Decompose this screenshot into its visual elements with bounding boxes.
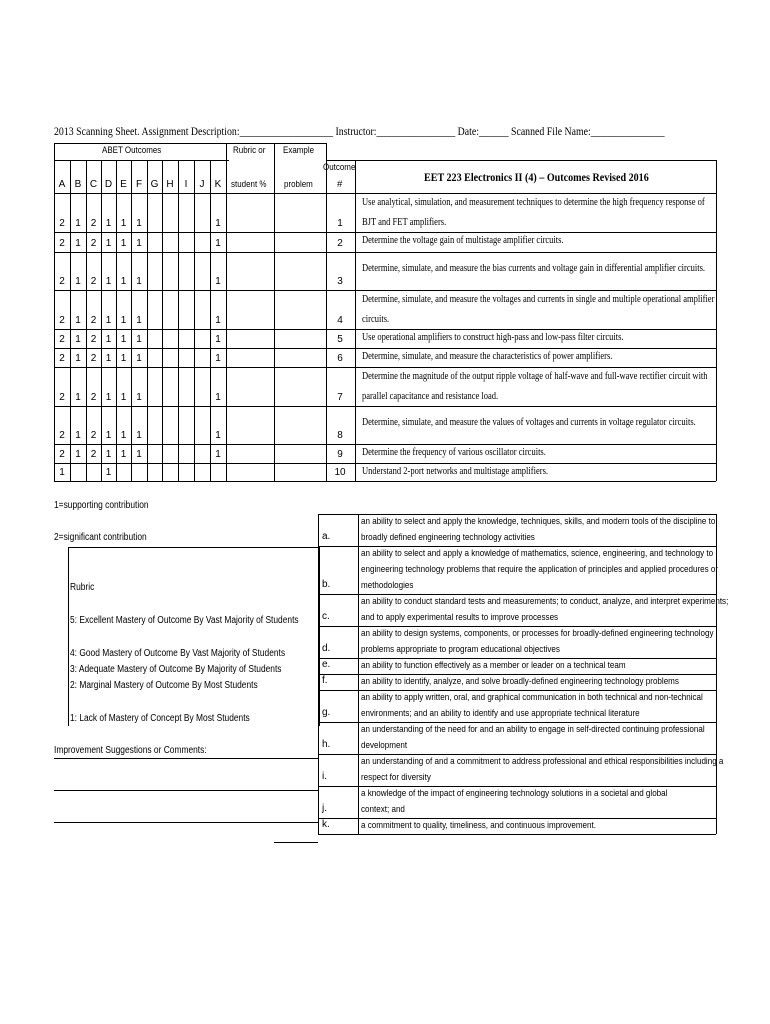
outcome-3-b-value: 1	[75, 276, 81, 287]
outcome-2-a-value: 2	[59, 238, 65, 249]
outcome-description: Use operational amplifiers to construct high-pass and low-pass filter circuits.	[362, 332, 624, 343]
outcome-4-f-value: 1	[136, 315, 142, 326]
abet-outcome-text: a commitment to quality, timeliness, and continuous improvement.	[361, 820, 597, 831]
grid-col-line	[162, 160, 163, 481]
outcome-number: 9	[337, 449, 343, 460]
outcome-4-c-value: 2	[90, 315, 97, 326]
outcome-description: Determine, simulate, and measure the characteristics of power amplifiers.	[362, 351, 613, 362]
outcome-1-f-value: 1	[136, 218, 142, 229]
comment-line-1	[54, 758, 318, 759]
outcome-1-d-value: 1	[105, 218, 112, 229]
grid-col-line	[355, 160, 356, 481]
abet-outcome-text: development	[361, 740, 408, 751]
outcome-1-b-value: 1	[75, 218, 81, 229]
outcome-1-e-value: 1	[120, 218, 127, 229]
example-label-line2: problem	[284, 179, 313, 190]
comment-line-4	[274, 842, 318, 843]
outcome-5-c-value: 2	[90, 334, 97, 345]
outcome-number: 10	[334, 467, 346, 478]
outcome-9-k-value: 1	[215, 449, 221, 460]
outcome-3-f-value: 1	[136, 276, 142, 287]
outcome-3-a-value: 2	[59, 276, 65, 287]
outcome-1-c-value: 2	[90, 218, 97, 229]
grid-col-line	[274, 143, 275, 481]
abet-outcome-text: broadly defined engineering technology activities	[361, 532, 535, 543]
abet-outcome-letter: i.	[322, 771, 327, 782]
abet-outcome-letter: d.	[322, 643, 331, 654]
outcome-number: 1	[337, 218, 343, 229]
abet-outcome-text: an ability to select and apply the knowledge, techniques, skills, and modern tools of the discipline to	[361, 516, 716, 527]
abet-outcome-text: an understanding of and a commitment to address professional and ethical responsibilities including a	[361, 756, 724, 767]
rubric-level-5: 5: Excellent Mastery of Outcome By Vast Majority of Students	[70, 615, 299, 626]
outcome-1-a-value: 2	[59, 218, 65, 229]
outcome-9-c-value: 2	[90, 449, 97, 460]
abet-outcome-text: respect for diversity	[361, 772, 431, 783]
column-header-d: D	[104, 179, 113, 190]
outcome-6-a-value: 2	[59, 353, 65, 364]
abet-outcome-letter: b.	[322, 579, 331, 590]
grid-col-line	[194, 160, 195, 481]
outcome-9-b-value: 1	[75, 449, 81, 460]
column-header-f: F	[135, 179, 143, 190]
outcome-4-b-value: 1	[75, 315, 81, 326]
rubric-level-1: 1: Lack of Mastery of Concept By Most Students	[70, 713, 250, 724]
outcome-4-a-value: 2	[59, 315, 65, 326]
outcome-5-b-value: 1	[75, 334, 81, 345]
abet-outcome-text: an understanding of the need for and an ability to engage in self-directed continuing professional	[361, 724, 705, 735]
outcome-8-b-value: 1	[75, 430, 81, 441]
abet-outcome-letter: a.	[322, 531, 331, 542]
outcome-2-k-value: 1	[215, 238, 221, 249]
rubric-level-2: 2: Marginal Mastery of Outcome By Most Students	[70, 680, 258, 691]
outcome-5-k-value: 1	[215, 334, 221, 345]
abet-outcome-text: an ability to apply written, oral, and graphical communication in both technical and non-technical	[361, 692, 703, 703]
abet-outcome-text: an ability to identify, analyze, and solve broadly-defined engineering technology problems	[361, 676, 679, 687]
abet-outcome-letter: f.	[322, 675, 328, 686]
outcome-7-f-value: 1	[136, 392, 142, 403]
outcome-7-d-value: 1	[105, 392, 112, 403]
outcome-4-k-value: 1	[215, 315, 221, 326]
outcome-5-e-value: 1	[120, 334, 127, 345]
outcome-description: Use analytical, simulation, and measurement techniques to determine the high frequency response of	[362, 196, 705, 208]
outcome-10-d-value: 1	[105, 467, 112, 478]
grid-row-line	[54, 252, 716, 253]
outcome-description: Determine the magnitude of the output ripple voltage of half-wave and full-wave rectifier circuit with	[362, 370, 708, 382]
outcome-7-e-value: 1	[120, 392, 127, 403]
outcome-1-k-value: 1	[215, 218, 221, 229]
legend-significant: 2=significant contribution	[54, 532, 147, 543]
rubric-title: Rubric	[70, 582, 95, 593]
outcome-description: BJT and FET amplifiers.	[362, 216, 447, 228]
abet-outcomes-label: ABET Outcomes	[102, 145, 162, 156]
outcome-description: Determine, simulate, and measure the values of voltages and currents in voltage regulator circuits.	[362, 417, 696, 428]
grid-col-line	[147, 160, 148, 481]
column-header-j: J	[199, 179, 205, 190]
outcome-9-e-value: 1	[120, 449, 127, 460]
abet-outcome-letter: e.	[322, 659, 331, 670]
abet-outcome-text: methodologies	[361, 580, 414, 591]
outcome-label-line2: #	[337, 179, 343, 190]
example-label-line1: Example	[283, 145, 315, 156]
abet-col-line	[716, 514, 717, 834]
outcome-description: Determine, simulate, and measure the bias currents and voltage gain in differential amplifier circuits.	[362, 263, 706, 274]
outcome-5-f-value: 1	[136, 334, 142, 345]
outcome-5-a-value: 2	[59, 334, 65, 345]
abet-outcome-text: an ability to function effectively as a member or leader on a technical team	[361, 660, 626, 671]
outcome-2-d-value: 1	[105, 238, 112, 249]
outcome-6-c-value: 2	[90, 353, 97, 364]
outcome-number: 5	[337, 334, 343, 345]
outcome-3-e-value: 1	[120, 276, 127, 287]
outcome-6-b-value: 1	[75, 353, 81, 364]
outcome-4-e-value: 1	[120, 315, 127, 326]
abet-outcome-text: environments; and an ability to identify and use appropriate technical literature	[361, 708, 640, 719]
improvement-label: Improvement Suggestions or Comments:	[54, 745, 207, 756]
abet-outcome-text: an ability to select and apply a knowledge of mathematics, science, engineering, and technology to	[361, 548, 714, 559]
outcome-7-b-value: 1	[75, 392, 81, 403]
grid-right-edge	[716, 160, 717, 481]
column-header-b: B	[74, 179, 82, 190]
outcome-7-a-value: 2	[59, 392, 65, 403]
outcome-3-k-value: 1	[215, 276, 221, 287]
column-header-g: G	[150, 179, 159, 190]
abet-outcome-text: a knowledge of the impact of engineering technology solutions in a societal and global	[361, 788, 668, 799]
abet-outcome-text: engineering technology problems that require the application of principles and applied procedures or	[361, 564, 719, 575]
outcome-6-d-value: 1	[105, 353, 112, 364]
outcome-6-f-value: 1	[136, 353, 142, 364]
outcome-8-c-value: 2	[90, 430, 97, 441]
outcome-number: 2	[337, 238, 343, 249]
grid-top-line	[54, 143, 326, 144]
abet-row-line	[318, 834, 716, 835]
outcome-description: Determine the voltage gain of multistage amplifier circuits.	[362, 235, 564, 246]
column-header-c: C	[89, 179, 98, 190]
outcome-number: 3	[337, 276, 343, 287]
column-header-k: K	[214, 179, 222, 190]
outcome-8-f-value: 1	[136, 430, 142, 441]
column-header-a: A	[58, 179, 66, 190]
outcome-8-d-value: 1	[105, 430, 112, 441]
abet-outcome-text: and to apply experimental results to improve processes	[361, 612, 559, 623]
rubric-level-4: 4: Good Mastery of Outcome By Vast Majority of Students	[70, 648, 286, 659]
grid-col-line	[226, 143, 227, 481]
outcome-number: 7	[337, 392, 343, 403]
abet-outcome-text: an ability to design systems, components, or processes for broadly-defined engineering technology	[361, 628, 714, 639]
legend-supporting: 1=supporting contribution	[54, 500, 149, 511]
abet-outcome-letter: k.	[322, 819, 330, 830]
outcome-3-c-value: 2	[90, 276, 97, 287]
column-header-e: E	[120, 179, 127, 190]
outcome-description: circuits.	[362, 313, 390, 325]
rubric-label-line1: Rubric or	[233, 145, 266, 156]
abet-outcome-letter: j.	[322, 803, 327, 814]
outcome-2-e-value: 1	[120, 238, 127, 249]
outcome-2-c-value: 2	[90, 238, 97, 249]
scanning-sheet-header: 2013 Scanning Sheet. Assignment Description:___________________ Instructor:________________ Date:______ Scanned File Name:_______________	[54, 124, 665, 138]
outcome-9-f-value: 1	[136, 449, 142, 460]
rubric-box	[68, 547, 320, 726]
outcome-9-d-value: 1	[105, 449, 112, 460]
outcome-3-d-value: 1	[105, 276, 112, 287]
abet-outcome-letter: g.	[322, 707, 331, 718]
abet-outcome-text: an ability to conduct standard tests and measurements; to conduct, analyze, and interpret experiments;	[361, 596, 729, 607]
outcome-number: 6	[337, 353, 343, 364]
course-title: EET 223 Electronics II (4) – Outcomes Revised 2016	[424, 170, 649, 184]
outcome-description: Understand 2-port networks and multistage amplifiers.	[362, 466, 549, 477]
outcome-label-line1: Outcome	[323, 162, 356, 173]
outcome-4-d-value: 1	[105, 315, 112, 326]
outcome-number: 8	[337, 430, 343, 441]
rubric-label-line2: student %	[231, 179, 267, 190]
outcome-description: Determine, simulate, and measure the voltages and currents in single and multiple operational amplifier	[362, 293, 715, 305]
abet-outcome-text: context; and	[361, 804, 405, 815]
rubric-level-3: 3: Adequate Mastery of Outcome By Majority of Students	[70, 664, 282, 675]
outcome-2-b-value: 1	[75, 238, 81, 249]
outcome-8-e-value: 1	[120, 430, 127, 441]
outcome-header-topline	[326, 160, 716, 161]
outcome-7-k-value: 1	[215, 392, 221, 403]
outcome-description: Determine the frequency of various oscillator circuits.	[362, 447, 546, 458]
outcome-8-a-value: 2	[59, 430, 65, 441]
outcome-number: 4	[337, 315, 343, 326]
outcome-description: parallel capacitance and resistance load.	[362, 390, 499, 402]
comment-line-3	[54, 822, 318, 823]
column-header-i: I	[184, 179, 188, 190]
outcome-8-k-value: 1	[215, 430, 221, 441]
abet-outcome-text: problems appropriate to program educational objectives	[361, 644, 560, 655]
outcome-9-a-value: 2	[59, 449, 65, 460]
outcome-6-e-value: 1	[120, 353, 127, 364]
column-header-h: H	[166, 179, 174, 190]
abet-col-line	[358, 514, 359, 834]
abet-header-underline	[54, 160, 229, 161]
outcome-6-k-value: 1	[215, 353, 221, 364]
outcome-2-f-value: 1	[136, 238, 142, 249]
outcome-7-c-value: 2	[90, 392, 97, 403]
abet-outcome-letter: h.	[322, 739, 331, 750]
outcome-10-a-value: 1	[59, 467, 65, 478]
comment-line-2	[54, 790, 318, 791]
abet-col-line	[318, 514, 319, 834]
abet-outcome-letter: c.	[322, 611, 330, 622]
outcome-5-d-value: 1	[105, 334, 112, 345]
grid-col-line	[178, 160, 179, 481]
